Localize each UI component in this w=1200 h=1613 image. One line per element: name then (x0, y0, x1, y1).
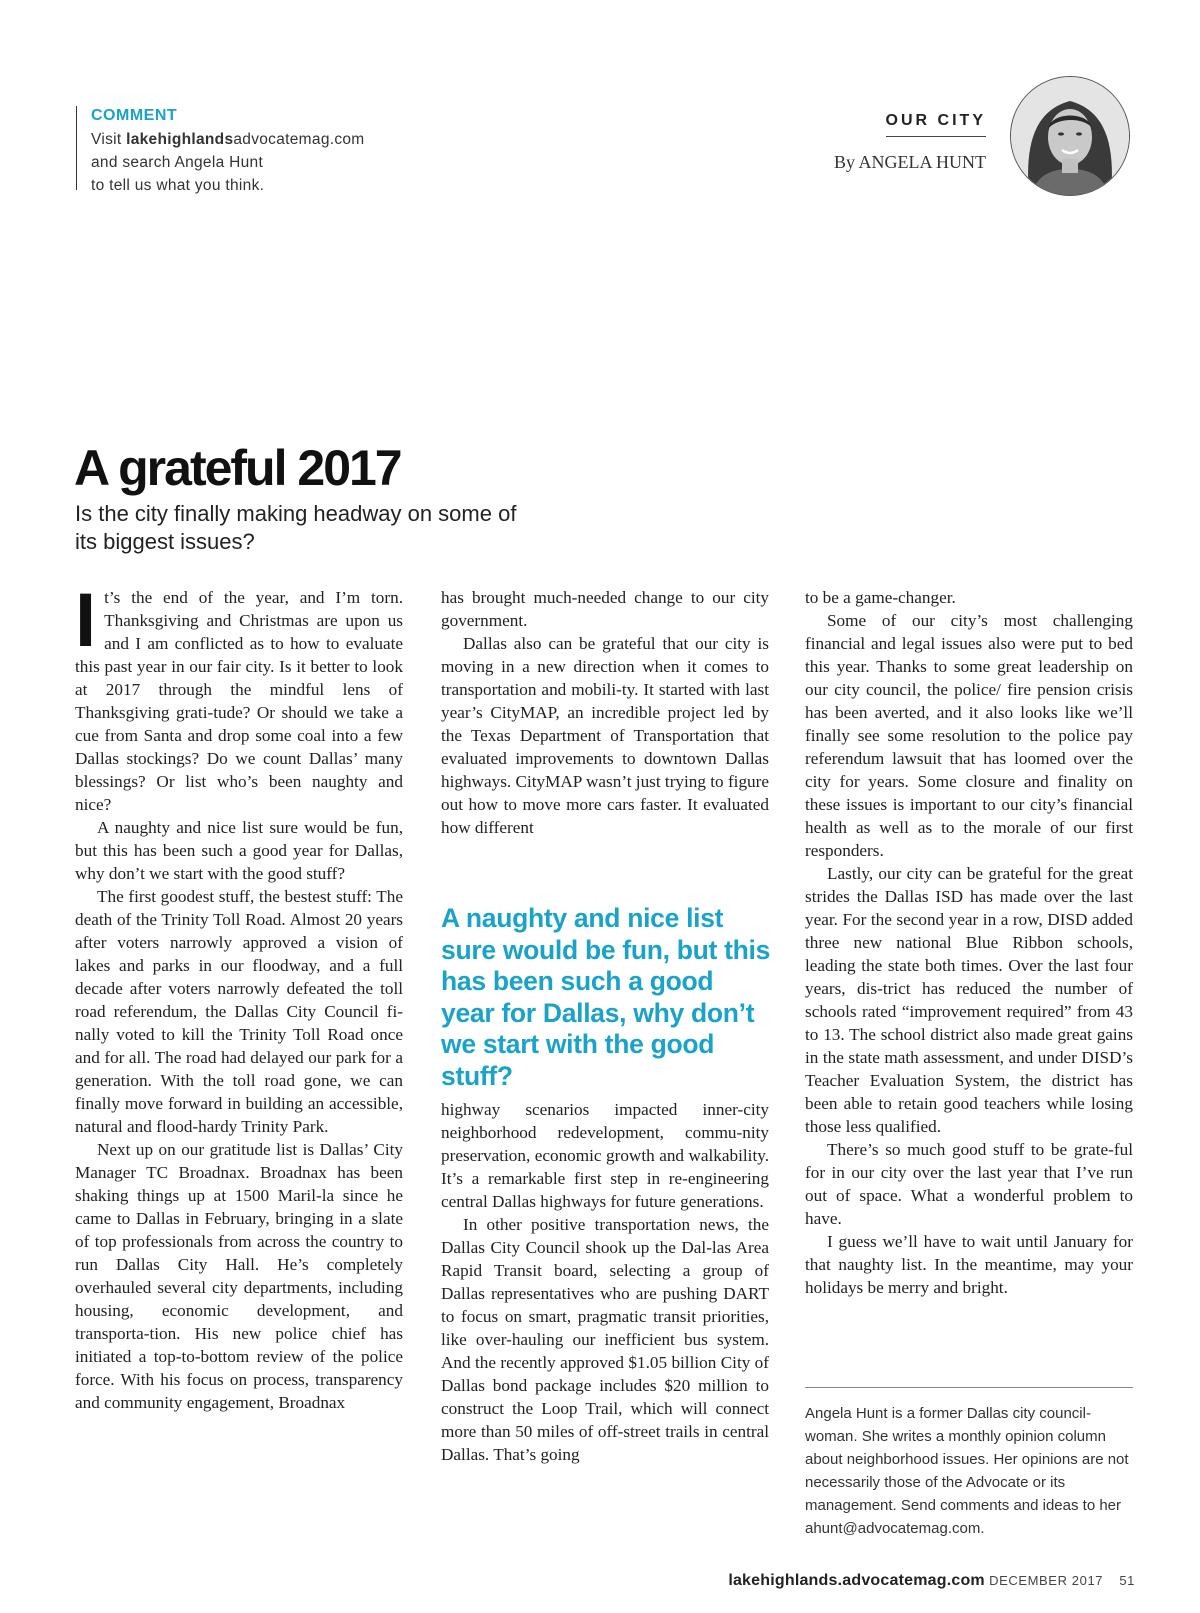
paragraph: There’s so much good stuff to be grate-ful for in our city over the last year that I’ve run out of space. What a wonderful problem to have. (805, 1140, 1133, 1228)
section-label: OUR CITY (886, 112, 986, 137)
paragraph-text: t’s the end of the year, and I’m torn. Thanksgiving and Christmas are upon us and I am conflicted as to how to evaluate this past year in our fair city. Is it better to look at 2017 through the mindful lens of Thanksgiving grati-tude? Or should we take a cue from Santa and drop some coal into a few Dallas stockings? Do we count Dallas’ many blessings? Or list who’s been naughty and nice? (75, 588, 403, 814)
comment-line-3: to tell us what you think. (91, 177, 265, 194)
footer-site[interactable]: lakehighlands.advocatemag.com (728, 1572, 985, 1589)
paragraph: has brought much-needed change to our city government. (441, 588, 769, 630)
paragraph: I guess we’ll have to wait until January for that naughty list. In the meantime, may your holidays be merry and bright. (805, 1232, 1133, 1297)
author-portrait (1010, 76, 1130, 196)
byline: By ANGELA HUNT (834, 152, 986, 172)
paragraph: to be a game-changer. (805, 588, 956, 607)
comment-line-1 (91, 128, 365, 151)
paragraph: Some of our city’s most challenging financial and legal issues also were put to bed this year. Thanks to some great leadership on our city council, the police/ fire pension crisis has been averted, and it also looks like we’ll finally see some resolution to the police pay referendum lawsuit that has loomed over the city for years. Some closure and finality on these issues is important to our city’s financial health as well as to the morale of our first responders. (805, 611, 1133, 860)
footer-issue: DECEMBER 2017 (989, 1573, 1104, 1588)
paragraph: Next up on our gratitude list is Dallas’ City Manager TC Broadnax. Broadnax has been shaking things up at 1500 Maril-la since he came to Dallas in February, bringing in a slate of top professionals from across the country to run Dallas City Hall. He’s completely overhauled several city departments, including housing, economic development, and transporta-tion. His new police chief has initiated a top-to-bottom review of the police force. With his focus on process, transparency and community engagement, Broadnax (75, 1140, 403, 1412)
pull-quote: A naughty and nice list sure would be fun, but this has been such a good year for Dallas, why don’t we start with the good stuff? (441, 903, 771, 1091)
body-column-2-top (441, 586, 769, 839)
page-footer (728, 1572, 1135, 1590)
author-bio: Angela Hunt is a former Dallas city council-woman. She writes a monthly opinion column about neighborhood issues. Her opinions are not necessarily those of the Advocate or its management. Send comments and ideas to her ahunt@advocatemag.com. (805, 1387, 1133, 1540)
portrait-image (1011, 77, 1129, 195)
paragraph: A naughty and nice list sure would be fun, but this has been such a good year for Dallas, why don’t we start with the good stuff? (75, 818, 403, 883)
comment-line-2: and search Angela Hunt (91, 154, 264, 171)
paragraph: In other positive transportation news, the Dallas City Council shook up the Dal-las Area Rapid Transit board, selecting a group of Dallas representatives who are pushing DART to focus on smart, pragmatic transit priorities, like over-hauling our inefficient bus system. And the recently approved $1.05 billion City of Dallas bond package includes $20 million to construct the Loop Trail, which will connect more than 50 miles of off-street trails in central Dallas. That’s going (441, 1215, 769, 1464)
body-column-2-bottom (441, 1098, 769, 1466)
paragraph (75, 578, 403, 816)
drop-cap: I (75, 578, 97, 663)
comment-domain-rest[interactable]: advocatemag.com (233, 131, 365, 148)
paragraph: highway scenarios impacted inner-city neighborhood redevelopment, commu-nity preservation, economic growth and walkability. It’s a remarkable first step in re-engineering central Dallas highways for future generations. (441, 1100, 769, 1211)
paragraph: The first goodest stuff, the bestest stuff: The death of the Trinity Toll Road. Almost 20 years after voters narrowly approved a vision of lakes and parks in our floodway, and a full decade after voters narrowly defeated the toll road referendum, the Dallas City Council fi-nally voted to kill the Trinity Toll Road once and for all. The road had delayed our park for a generation. With the toll road gone, we can finally move forward in building an accessible, natural and flood-hardy Trinity Park. (75, 887, 403, 1136)
body-column-3 (805, 586, 1133, 1299)
comment-visit-text: Visit (91, 131, 127, 148)
body-column-1 (75, 578, 403, 1414)
comment-label: COMMENT (91, 107, 178, 124)
comment-box (76, 106, 365, 194)
page-number: 51 (1119, 1573, 1135, 1588)
paragraph: Lastly, our city can be grateful for the great strides the Dallas ISD has made over the last year. For the second year in a row, DISD added three new national Blue Ribbon schools, leading the state both times. Over the last four years, dis-trict has reduced the number of schools rated “improvement required” from 43 to 13. The school district also made great gains in the state math assessment, and under DISD’s Teacher Evaluation System, the district has been able to retain good teachers while losing those less qualified. (805, 864, 1133, 1136)
headline: A grateful 2017 (74, 440, 401, 496)
paragraph: Dallas also can be grateful that our city is moving in a new direction when it comes to transportation and mobili-ty. It started with last year’s CityMAP, an incredible project led by the Texas Department of Transportation that evaluated improvements to downtown Dallas highways. CityMAP wasn’t just trying to figure out how to move more cars faster. It evaluated how different (441, 634, 769, 837)
dek: Is the city finally making headway on some of its biggest issues? (75, 501, 517, 554)
comment-domain-bold[interactable]: lakehighlands (126, 131, 234, 148)
